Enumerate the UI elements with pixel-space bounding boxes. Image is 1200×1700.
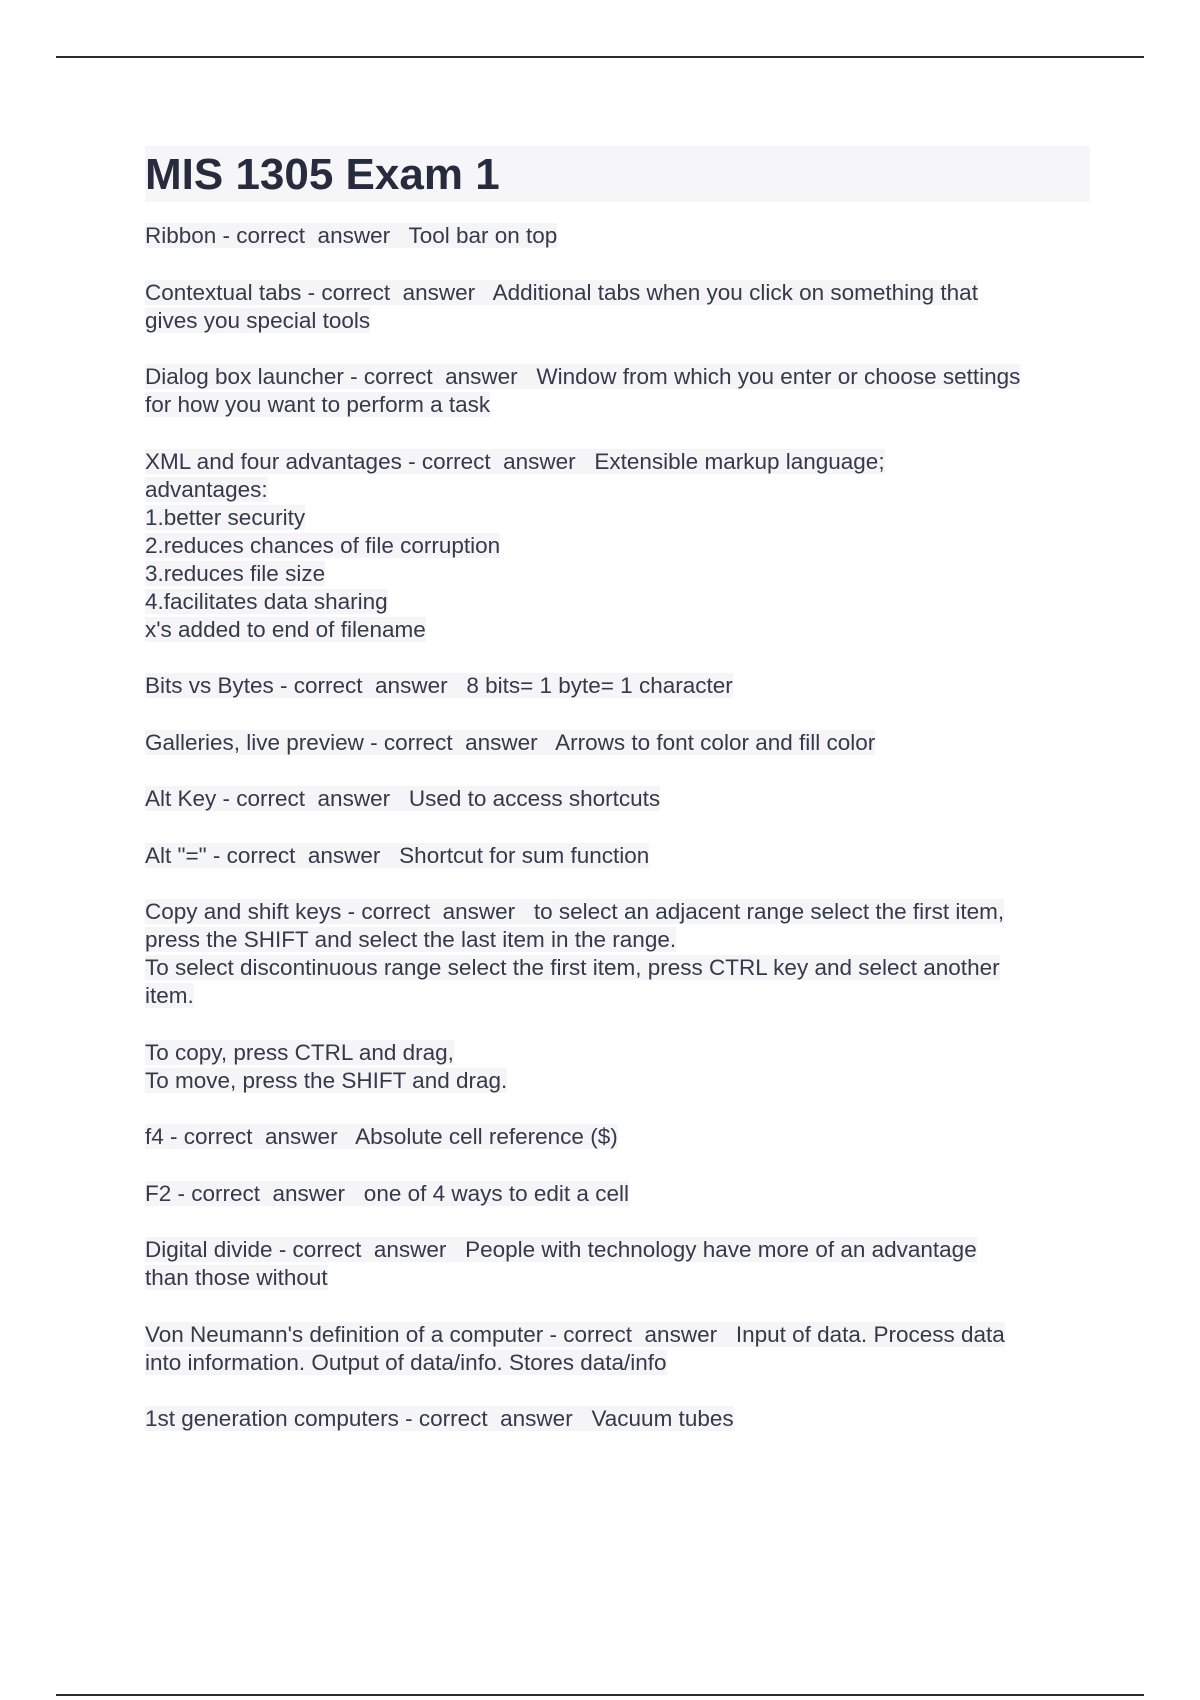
flashcard-line: f4 - correct answer Absolute cell reference ($) [145,1124,618,1149]
flashcard-line-row [145,1349,1090,1377]
flashcard-entry [145,672,1090,700]
flashcard-line-row [145,504,1090,532]
flashcard-entry [145,785,1090,813]
flashcard-line-row [145,1180,1090,1208]
flashcard-line: x's added to end of filename [145,616,426,642]
flashcard-line-row [145,279,1090,307]
flashcard-line-row [145,1123,1090,1151]
flashcard-line-row [145,448,1090,476]
flashcard-line-row [145,476,1090,504]
bottom-rule [56,1694,1144,1696]
flashcard-line: Alt Key - correct answer Used to access shortcuts [145,786,661,811]
flashcard-line-row [145,1039,1090,1067]
flashcard-line-row [145,1321,1090,1349]
flashcard-line: Bits vs Bytes - correct answer 8 bits= 1 byte= 1 character [145,673,733,698]
flashcard-line: advantages: [145,476,268,502]
flashcard-entry [145,729,1090,757]
flashcard-line-row [145,363,1090,391]
flashcard-line-row [145,926,1090,954]
flashcard-entry [145,279,1090,335]
flashcard-line: Copy and shift keys - correct answer to select an adjacent range select the first item, [145,899,1005,924]
flashcard-line: gives you special tools [145,307,371,333]
flashcard-entry [145,1180,1090,1208]
flashcard-line: 1st generation computers - correct answer Vacuum tubes [145,1406,734,1431]
flashcard-line: Galleries, live preview - correct answer Arrows to font color and fill color [145,729,876,755]
flashcard-entry [145,898,1090,1010]
flashcard-list [145,222,1090,1433]
flashcard-line-row [145,1236,1090,1264]
flashcard-line-row [145,729,1090,757]
flashcard-entry [145,222,1090,250]
flashcard-line-row [145,842,1090,870]
flashcard-line-row [145,222,1090,250]
flashcard-entry [145,1123,1090,1151]
flashcard-line: Von Neumann's definition of a computer - correct answer Input of data. Process data [145,1321,1005,1347]
flashcard-line-row [145,1067,1090,1095]
flashcard-line: 4.facilitates data sharing [145,588,388,614]
flashcard-line: To select discontinuous range select the first item, press CTRL key and select another [145,955,1000,980]
flashcard-line-row [145,391,1090,419]
flashcard-entry [145,448,1090,644]
flashcard-line: Alt "=" - correct answer Shortcut for sum function [145,842,650,868]
flashcard-line-row [145,588,1090,616]
flashcard-line-row [145,1264,1090,1292]
flashcard-line: Contextual tabs - correct answer Additional tabs when you click on something that [145,279,978,305]
flashcard-line-row [145,532,1090,560]
flashcard-line: XML and four advantages - correct answer Extensible markup language; [145,448,885,474]
flashcard-line: To copy, press CTRL and drag, [145,1039,454,1065]
flashcard-entry [145,1039,1090,1095]
flashcard-line-row [145,785,1090,813]
flashcard-line-row [145,560,1090,588]
flashcard-line-row [145,954,1090,982]
flashcard-line: item. [145,983,194,1008]
flashcard-line: press the SHIFT and select the last item in the range. [145,927,677,952]
flashcard-line-row [145,672,1090,700]
flashcard-line: for how you want to perform a task [145,392,491,417]
flashcard-line: F2 - correct answer one of 4 ways to edit a cell [145,1180,629,1206]
flashcard-line: 1.better security [145,504,306,530]
document-body [145,146,1090,1462]
flashcard-entry [145,363,1090,419]
flashcard-line-row [145,616,1090,644]
top-rule [56,56,1144,58]
flashcard-line: than those without [145,1265,328,1290]
flashcard-line: Digital divide - correct answer People with technology have more of an advantage [145,1237,977,1262]
flashcard-entry [145,1321,1090,1377]
flashcard-line: into information. Output of data/info. Stores data/info [145,1349,667,1375]
flashcard-line: To move, press the SHIFT and drag. [145,1067,508,1093]
flashcard-line-row [145,898,1090,926]
flashcard-line: 2.reduces chances of file corruption [145,532,501,558]
flashcard-entry [145,1405,1090,1433]
document-title: MIS 1305 Exam 1 [145,146,1090,202]
flashcard-line-row [145,1405,1090,1433]
flashcard-line: Ribbon - correct answer Tool bar on top [145,223,558,248]
flashcard-entry [145,1236,1090,1292]
flashcard-line-row [145,307,1090,335]
flashcard-line: 3.reduces file size [145,560,326,586]
flashcard-entry [145,842,1090,870]
flashcard-line: Dialog box launcher - correct answer Window from which you enter or choose settings [145,364,1021,389]
flashcard-line-row [145,982,1090,1010]
